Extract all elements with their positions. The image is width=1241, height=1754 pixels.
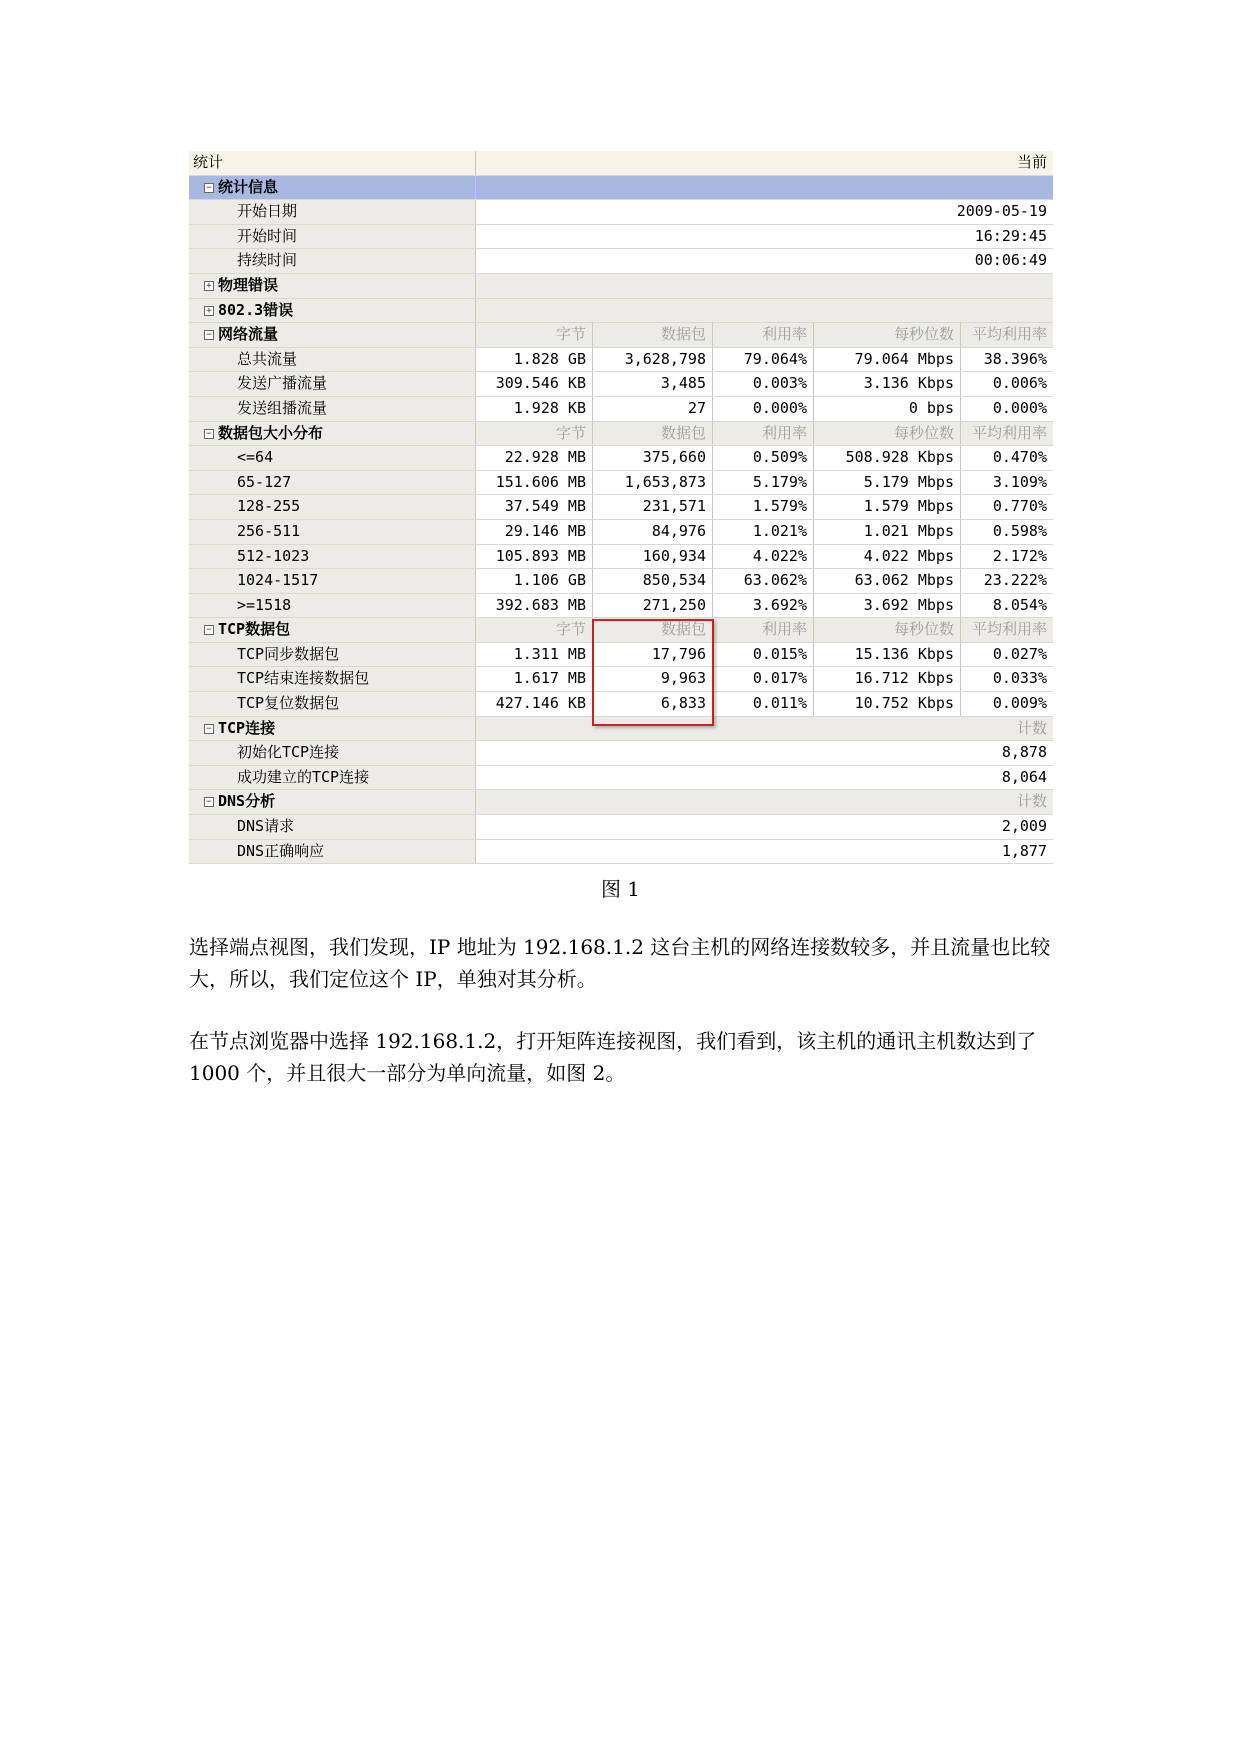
section-title: 统计信息 bbox=[218, 177, 279, 196]
collapse-icon[interactable]: − bbox=[204, 724, 214, 734]
cell-packets: 17,796 bbox=[593, 643, 713, 667]
cell-utilization: 0.017% bbox=[713, 667, 814, 691]
table-header-row bbox=[189, 151, 1053, 176]
cell-bps: 1.021 Mbps bbox=[814, 520, 961, 544]
cell-packets: 84,976 bbox=[593, 520, 713, 544]
cell-utilization: 0.000% bbox=[713, 397, 814, 421]
row-label: >=1518 bbox=[189, 594, 476, 618]
section-physical-errors[interactable] bbox=[189, 274, 1053, 299]
table-row bbox=[189, 545, 1053, 570]
cell-avg-util: 0.009% bbox=[961, 692, 1053, 716]
cell-bytes: 1.106 GB bbox=[476, 569, 593, 593]
cell-packets: 3,628,798 bbox=[593, 348, 713, 372]
cell-bytes: 1.828 GB bbox=[476, 348, 593, 372]
cell-avg-util: 0.006% bbox=[961, 372, 1053, 396]
cell-bps: 10.752 Kbps bbox=[814, 692, 961, 716]
cell-bytes: 1.928 KB bbox=[476, 397, 593, 421]
row-label: 1024-1517 bbox=[189, 569, 476, 593]
table-row bbox=[189, 495, 1053, 520]
expand-icon[interactable]: + bbox=[204, 281, 214, 291]
section-tcp-packets[interactable] bbox=[189, 618, 1053, 643]
cell-utilization: 0.015% bbox=[713, 643, 814, 667]
col-header-utilization: 利用率 bbox=[713, 323, 814, 347]
table-row bbox=[189, 667, 1053, 692]
cell-avg-util: 0.027% bbox=[961, 643, 1053, 667]
row-value: 00:06:49 bbox=[476, 249, 1053, 273]
cell-utilization: 1.021% bbox=[713, 520, 814, 544]
cell-bps: 0 bps bbox=[814, 397, 961, 421]
collapse-icon[interactable]: − bbox=[204, 183, 214, 193]
cell-utilization: 1.579% bbox=[713, 495, 814, 519]
col-header-utilization: 利用率 bbox=[713, 422, 814, 446]
paragraph: 在节点浏览器中选择 192.168.1.2，打开矩阵连接视图，我们看到，该主机的通讯主机数达到了 1000 个，并且很大一部分为单向流量，如图 2。 bbox=[189, 1029, 1037, 1085]
cell-utilization: 79.064% bbox=[713, 348, 814, 372]
cell-packets: 6,833 bbox=[593, 692, 713, 716]
cell-utilization: 5.179% bbox=[713, 471, 814, 495]
cell-bps: 15.136 Kbps bbox=[814, 643, 961, 667]
table-row bbox=[189, 815, 1053, 840]
col-header-bytes: 字节 bbox=[476, 422, 593, 446]
cell-avg-util: 23.222% bbox=[961, 569, 1053, 593]
statistics-figure bbox=[189, 151, 1053, 864]
row-value: 1,877 bbox=[476, 840, 1053, 864]
col-header-packets: 数据包 bbox=[593, 422, 713, 446]
cell-utilization: 0.011% bbox=[713, 692, 814, 716]
section-tcp-connections[interactable] bbox=[189, 717, 1053, 742]
col-header-bps: 每秒位数 bbox=[814, 422, 961, 446]
cell-bytes: 151.606 MB bbox=[476, 471, 593, 495]
table-row bbox=[189, 200, 1053, 225]
cell-bytes: 22.928 MB bbox=[476, 446, 593, 470]
table-row bbox=[189, 766, 1053, 791]
col-header-avg-util: 平均利用率 bbox=[961, 323, 1053, 347]
col-header-bps: 每秒位数 bbox=[814, 618, 961, 642]
cell-bytes: 1.311 MB bbox=[476, 643, 593, 667]
col-header-utilization: 利用率 bbox=[713, 618, 814, 642]
cell-utilization: 0.003% bbox=[713, 372, 814, 396]
paragraph: 选择端点视图，我们发现，IP 地址为 192.168.1.2 这台主机的网络连接数较多，并且流量也比较大，所以，我们定位这个 IP，单独对其分析。 bbox=[189, 935, 1051, 991]
table-row bbox=[189, 741, 1053, 766]
cell-packets: 231,571 bbox=[593, 495, 713, 519]
row-label: 发送广播流量 bbox=[189, 372, 476, 396]
cell-avg-util: 2.172% bbox=[961, 545, 1053, 569]
cell-utilization: 63.062% bbox=[713, 569, 814, 593]
row-label: 128-255 bbox=[189, 495, 476, 519]
table-row bbox=[189, 643, 1053, 668]
table-row bbox=[189, 692, 1053, 717]
row-value: 16:29:45 bbox=[476, 225, 1053, 249]
cell-packets: 9,963 bbox=[593, 667, 713, 691]
cell-bps: 508.928 Kbps bbox=[814, 446, 961, 470]
row-label: 初始化TCP连接 bbox=[189, 741, 476, 765]
cell-bytes: 37.549 MB bbox=[476, 495, 593, 519]
row-label: DNS请求 bbox=[189, 815, 476, 839]
cell-bytes: 309.546 KB bbox=[476, 372, 593, 396]
figure-caption: 图 1 bbox=[600, 877, 641, 901]
col-header-count: 计数 bbox=[476, 717, 1053, 741]
section-title: 物理错误 bbox=[218, 275, 279, 294]
table-row bbox=[189, 520, 1053, 545]
row-value: 8,064 bbox=[476, 766, 1053, 790]
cell-avg-util: 38.396% bbox=[961, 348, 1053, 372]
section-8023-errors[interactable] bbox=[189, 299, 1053, 324]
cell-bytes: 427.146 KB bbox=[476, 692, 593, 716]
cell-packets: 1,653,873 bbox=[593, 471, 713, 495]
col-header-packets: 数据包 bbox=[593, 323, 713, 347]
row-label: 成功建立的TCP连接 bbox=[189, 766, 476, 790]
cell-avg-util: 0.033% bbox=[961, 667, 1053, 691]
row-label: <=64 bbox=[189, 446, 476, 470]
table-row bbox=[189, 397, 1053, 422]
row-label: TCP同步数据包 bbox=[189, 643, 476, 667]
col-header-bps: 每秒位数 bbox=[814, 323, 961, 347]
cell-avg-util: 0.770% bbox=[961, 495, 1053, 519]
cell-avg-util: 0.000% bbox=[961, 397, 1053, 421]
row-label: 开始日期 bbox=[189, 200, 476, 224]
cell-bytes: 105.893 MB bbox=[476, 545, 593, 569]
cell-packets: 375,660 bbox=[593, 446, 713, 470]
cell-bps: 4.022 Mbps bbox=[814, 545, 961, 569]
cell-avg-util: 3.109% bbox=[961, 471, 1053, 495]
col-header-avg-util: 平均利用率 bbox=[961, 618, 1053, 642]
section-title: DNS分析 bbox=[218, 792, 276, 811]
table-row bbox=[189, 471, 1053, 496]
cell-bytes: 29.146 MB bbox=[476, 520, 593, 544]
section-network-traffic[interactable] bbox=[189, 323, 1053, 348]
col-header-packets: 数据包 bbox=[593, 618, 713, 642]
expand-icon[interactable]: + bbox=[204, 306, 214, 316]
cell-bps: 63.062 Mbps bbox=[814, 569, 961, 593]
section-title: 网络流量 bbox=[218, 325, 279, 344]
section-title: 802.3错误 bbox=[218, 300, 294, 319]
cell-utilization: 3.692% bbox=[713, 594, 814, 618]
table-row bbox=[189, 840, 1053, 865]
row-label: TCP复位数据包 bbox=[189, 692, 476, 716]
cell-bytes: 392.683 MB bbox=[476, 594, 593, 618]
cell-packets: 850,534 bbox=[593, 569, 713, 593]
row-label: 256-511 bbox=[189, 520, 476, 544]
col-header-avg-util: 平均利用率 bbox=[961, 422, 1053, 446]
cell-bps: 3.692 Mbps bbox=[814, 594, 961, 618]
table-row bbox=[189, 225, 1053, 250]
col-header-bytes: 字节 bbox=[476, 618, 593, 642]
collapse-icon[interactable]: − bbox=[204, 429, 214, 439]
cell-bps: 5.179 Mbps bbox=[814, 471, 961, 495]
table-row bbox=[189, 249, 1053, 274]
section-title: 数据包大小分布 bbox=[218, 423, 324, 442]
collapse-icon[interactable]: − bbox=[204, 797, 214, 807]
cell-packets: 160,934 bbox=[593, 545, 713, 569]
section-title: TCP数据包 bbox=[218, 620, 291, 639]
row-label: 512-1023 bbox=[189, 545, 476, 569]
row-label: TCP结束连接数据包 bbox=[189, 667, 476, 691]
row-label: 发送组播流量 bbox=[189, 397, 476, 421]
cell-bps: 3.136 Kbps bbox=[814, 372, 961, 396]
cell-bps: 1.579 Mbps bbox=[814, 495, 961, 519]
row-label: 65-127 bbox=[189, 471, 476, 495]
cell-bps: 16.712 Kbps bbox=[814, 667, 961, 691]
col-header-count: 计数 bbox=[476, 790, 1053, 814]
collapse-icon[interactable]: − bbox=[204, 625, 214, 635]
row-value: 8,878 bbox=[476, 741, 1053, 765]
collapse-icon[interactable]: − bbox=[204, 330, 214, 340]
header-label: 统计 bbox=[189, 151, 476, 175]
row-label: DNS正确响应 bbox=[189, 840, 476, 864]
cell-utilization: 4.022% bbox=[713, 545, 814, 569]
row-label: 总共流量 bbox=[189, 348, 476, 372]
section-dns-analysis[interactable] bbox=[189, 790, 1053, 815]
row-value: 2,009 bbox=[476, 815, 1053, 839]
cell-bps: 79.064 Mbps bbox=[814, 348, 961, 372]
section-title: TCP连接 bbox=[218, 718, 276, 737]
table-row bbox=[189, 594, 1053, 619]
section-stats-info[interactable] bbox=[189, 176, 1053, 201]
section-packet-size[interactable] bbox=[189, 422, 1053, 447]
cell-packets: 3,485 bbox=[593, 372, 713, 396]
cell-avg-util: 0.470% bbox=[961, 446, 1053, 470]
cell-avg-util: 0.598% bbox=[961, 520, 1053, 544]
col-header-bytes: 字节 bbox=[476, 323, 593, 347]
header-current: 当前 bbox=[1016, 153, 1047, 171]
cell-avg-util: 8.054% bbox=[961, 594, 1053, 618]
cell-packets: 271,250 bbox=[593, 594, 713, 618]
cell-bytes: 1.617 MB bbox=[476, 667, 593, 691]
table-row bbox=[189, 372, 1053, 397]
cell-utilization: 0.509% bbox=[713, 446, 814, 470]
row-label: 持续时间 bbox=[189, 249, 476, 273]
row-label: 开始时间 bbox=[189, 225, 476, 249]
table-row bbox=[189, 446, 1053, 471]
cell-packets: 27 bbox=[593, 397, 713, 421]
row-value: 2009-05-19 bbox=[476, 200, 1053, 224]
table-row bbox=[189, 348, 1053, 373]
table-row bbox=[189, 569, 1053, 594]
